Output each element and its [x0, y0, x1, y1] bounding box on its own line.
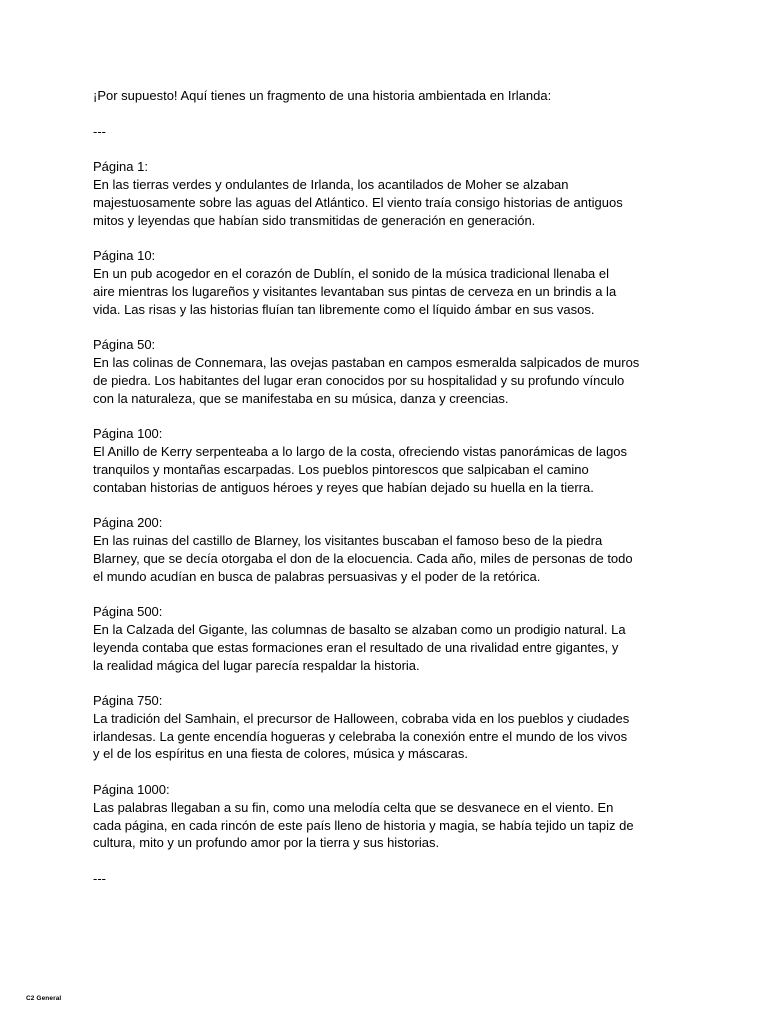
document-body: [93, 87, 683, 888]
section-title: Página 500:: [93, 604, 163, 620]
paragraph-line: En las colinas de Connemara, las ovejas pastaban en campos esmeralda salpicados de muros: [93, 354, 640, 370]
section-title: Página 50:: [93, 337, 156, 353]
paragraph-line: Blarney, que se decía otorgaba el don de la elocuencia. Cada año, miles de personas de todo: [93, 550, 633, 566]
section-title: Página 200:: [93, 515, 163, 531]
paragraph-line: La tradición del Samhain, el precursor de Halloween, cobraba vida en los pueblos y ciudades: [93, 710, 630, 726]
section-title: Página 10:: [93, 248, 156, 264]
section-page-200: [93, 514, 683, 585]
section-title: Página 1000:: [93, 782, 170, 798]
paragraph-line: el mundo acudían en busca de palabras persuasivas y el poder de la retórica.: [93, 568, 541, 584]
paragraph-line: con la naturaleza, que se manifestaba en su música, danza y creencias.: [93, 390, 509, 406]
paragraph-line: En las tierras verdes y ondulantes de Irlanda, los acantilados de Moher se alzaban: [93, 176, 569, 192]
paragraph-line: irlandesas. La gente encendía hogueras y celebraba la conexión entre el mundo de los vivos: [93, 728, 628, 744]
section-page-500: [93, 603, 683, 674]
paragraph-line: leyenda contaba que estas formaciones eran el resultado de una rivalidad entre gigantes, y: [93, 639, 619, 655]
section-page-1: [93, 158, 683, 229]
paragraph-line: tranquilos y montañas escarpadas. Los pueblos pintorescos que salpicaban el camino: [93, 461, 589, 477]
intro-text: ¡Por supuesto! Aquí tienes un fragmento de una historia ambientada en Irlanda:: [93, 88, 552, 103]
section-page-1000: [93, 781, 683, 852]
paragraph-line: aire mientras los lugareños y visitantes levantaban sus pintas de cerveza en un brindis a la: [93, 283, 617, 299]
paragraph-line: En la Calzada del Gigante, las columnas de basalto se alzaban como un prodigio natural. La: [93, 621, 626, 637]
paragraph-line: En las ruinas del castillo de Blarney, los visitantes buscaban el famoso beso de la piedra: [93, 532, 603, 548]
section-title: Página 100:: [93, 426, 163, 442]
paragraph-line: mitos y leyendas que habían sido transmitidas de generación en generación.: [93, 212, 536, 228]
paragraph-line: y el de los espíritus en una fiesta de colores, música y máscaras.: [93, 746, 469, 762]
paragraph-line: Las palabras llegaban a su fin, como una melodía celta que se desvanece en el viento. En: [93, 799, 614, 815]
paragraph-line: cada página, en cada rincón de este país lleno de historia y magia, se había tejido un tapiz de: [93, 817, 634, 833]
section-page-100: [93, 425, 683, 496]
paragraph-line: El Anillo de Kerry serpenteaba a lo largo de la costa, ofreciendo vistas panorámicas de lagos: [93, 443, 628, 459]
classification-label: C2 General: [26, 995, 62, 1002]
separator-bottom: ---: [93, 871, 106, 887]
section-page-10: [93, 247, 683, 318]
section-title: Página 750:: [93, 693, 163, 709]
paragraph-line: En un pub acogedor en el corazón de Dublín, el sonido de la música tradicional llenaba el: [93, 265, 610, 281]
section-page-750: [93, 692, 683, 763]
section-title: Página 1:: [93, 159, 148, 175]
paragraph-line: la realidad mágica del lugar parecía respaldar la historia.: [93, 657, 420, 673]
paragraph-line: de piedra. Los habitantes del lugar eran conocidos por su hospitalidad y su profundo vínculo: [93, 372, 625, 388]
section-page-50: [93, 336, 683, 407]
paragraph-line: cultura, mito y un profundo amor por la tierra y sus historias.: [93, 835, 440, 851]
paragraph-line: vida. Las risas y las historias fluían tan libremente como el líquido ámbar en sus vasos.: [93, 301, 595, 317]
paragraph-line: contaban historias de antiguos héroes y reyes que habían dejado su huella en la tierra.: [93, 479, 594, 495]
separator-top: ---: [93, 123, 106, 139]
paragraph-line: majestuosamente sobre las aguas del Atlántico. El viento traía consigo historias de antiguos: [93, 194, 623, 210]
